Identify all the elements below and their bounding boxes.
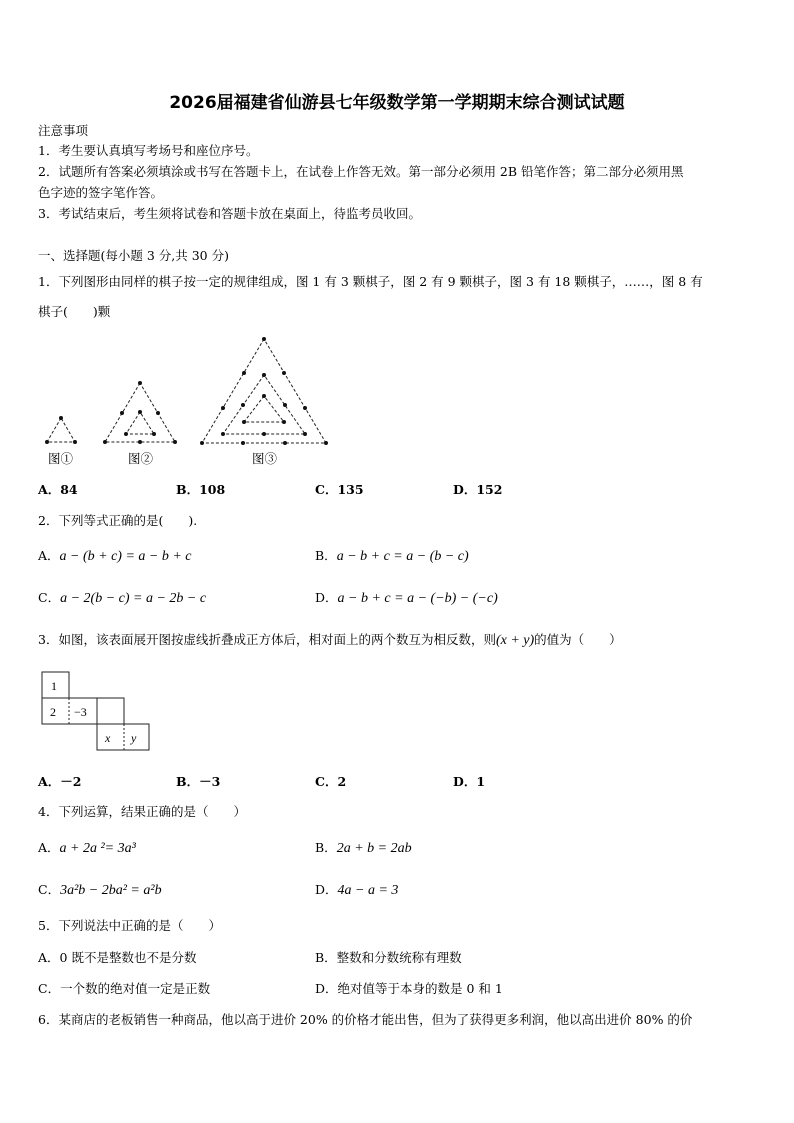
option-c: C．一个数的绝对值一定是正数 — [38, 981, 211, 996]
option-c: C．2 — [315, 774, 347, 789]
question-1-stem: 1．下列图形由同样的棋子按一定的规律组成，图 1 有 3 颗棋子，图 2 有 9 颗棋子，图 3 有 18 颗棋子，……，图 8 有 — [38, 274, 703, 289]
net-cell-label: 1 — [51, 679, 57, 693]
notice-heading: 注意事项 — [38, 123, 89, 138]
option-label: D． — [315, 882, 338, 897]
option-d — [315, 880, 398, 899]
option-expression: 3a²b − 2ba² = a²b — [60, 883, 162, 898]
option-a: A．0 既不是整数也不是分数 — [38, 950, 197, 965]
option-expression: a − (b + c) = a − b + c — [59, 549, 192, 564]
option-expression: a + 2a ²= 3a³ — [59, 841, 136, 856]
option-b — [315, 546, 469, 565]
notice-item: 1．考生要认真填写考场号和座位序号。 — [38, 143, 259, 158]
option-expression: a − b + c = a − (−b) − (−c) — [337, 591, 498, 606]
question-6-stem: 6．某商店的老板销售一种商品，他以高于进价 20% 的价格才能出售，但为了获得更多利润，他以高出进价 80% 的价 — [38, 1012, 693, 1027]
option-d — [315, 588, 498, 607]
notice-item: 3．考试结束后，考生须将试卷和答题卡放在桌面上，待监考员收回。 — [38, 206, 421, 221]
option-a — [38, 838, 136, 857]
notice-item: 2．试题所有答案必须填涂或书写在答题卡上，在试卷上作答无效。第一部分必须用 2B 铅笔作答；第二部分必须用黑 — [38, 164, 684, 179]
option-label: B． — [315, 840, 337, 855]
stem-text: 3．如图，该表面展开图按虚线折叠成正方体后，相对面上的两个数互为相反数，则 — [38, 632, 496, 647]
option-a — [38, 546, 192, 565]
option-expression: 2a + b = 2ab — [336, 841, 412, 856]
net-cell-label: 2 — [50, 705, 56, 719]
option-label: A． — [38, 548, 60, 563]
option-b: B．108 — [176, 482, 226, 497]
section-heading: 一、选择题(每小题 3 分,共 30 分) — [38, 248, 229, 263]
question-4-stem: 4．下列运算，结果正确的是（ ） — [38, 804, 246, 819]
figure-label: 图② — [128, 451, 154, 466]
question-1-figure — [36, 330, 336, 470]
notice-item: 色字迹的签字笔作答。 — [38, 185, 164, 200]
question-5-stem: 5．下列说法中正确的是（ ） — [38, 918, 221, 933]
option-expression: a − 2(b − c) = a − 2b − c — [60, 591, 207, 606]
stem-text: 的值为（ ） — [534, 632, 622, 647]
question-1-stem-cont: 棋子( )颗 — [38, 304, 111, 319]
option-c: C．135 — [315, 482, 364, 497]
stem-expression: (x + y) — [495, 633, 535, 648]
option-b — [315, 838, 412, 857]
option-expression: 4a − a = 3 — [337, 883, 399, 898]
option-a: A．－2 — [38, 774, 82, 789]
option-d: D．绝对值等于本身的数是 0 和 1 — [315, 981, 503, 996]
option-label: C． — [38, 882, 61, 897]
option-a: A．84 — [38, 482, 78, 497]
option-b: B．整数和分数统称有理数 — [315, 950, 462, 965]
option-label: A． — [38, 840, 60, 855]
option-expression: a − b + c = a − (b − c) — [336, 549, 469, 564]
option-label: D． — [315, 590, 338, 605]
option-label: C． — [38, 590, 61, 605]
figure-label: 图① — [48, 451, 74, 466]
option-d: D．1 — [453, 774, 486, 789]
net-cell-label: −3 — [74, 705, 87, 719]
figure-label: 图③ — [252, 451, 278, 466]
net-cell-label: x — [105, 731, 111, 745]
question-3-stem — [38, 630, 622, 649]
page-title: 2026届福建省仙游县七年级数学第一学期期末综合测试试题 — [169, 93, 625, 113]
net-cell-label: y — [131, 731, 137, 745]
option-label: B． — [315, 548, 337, 563]
option-c — [38, 880, 162, 899]
question-2-stem: 2．下列等式正确的是( ). — [38, 513, 198, 528]
option-c — [38, 588, 206, 607]
cube-net-figure — [40, 670, 152, 752]
option-b: B．－3 — [176, 774, 221, 789]
option-d: D．152 — [453, 482, 503, 497]
